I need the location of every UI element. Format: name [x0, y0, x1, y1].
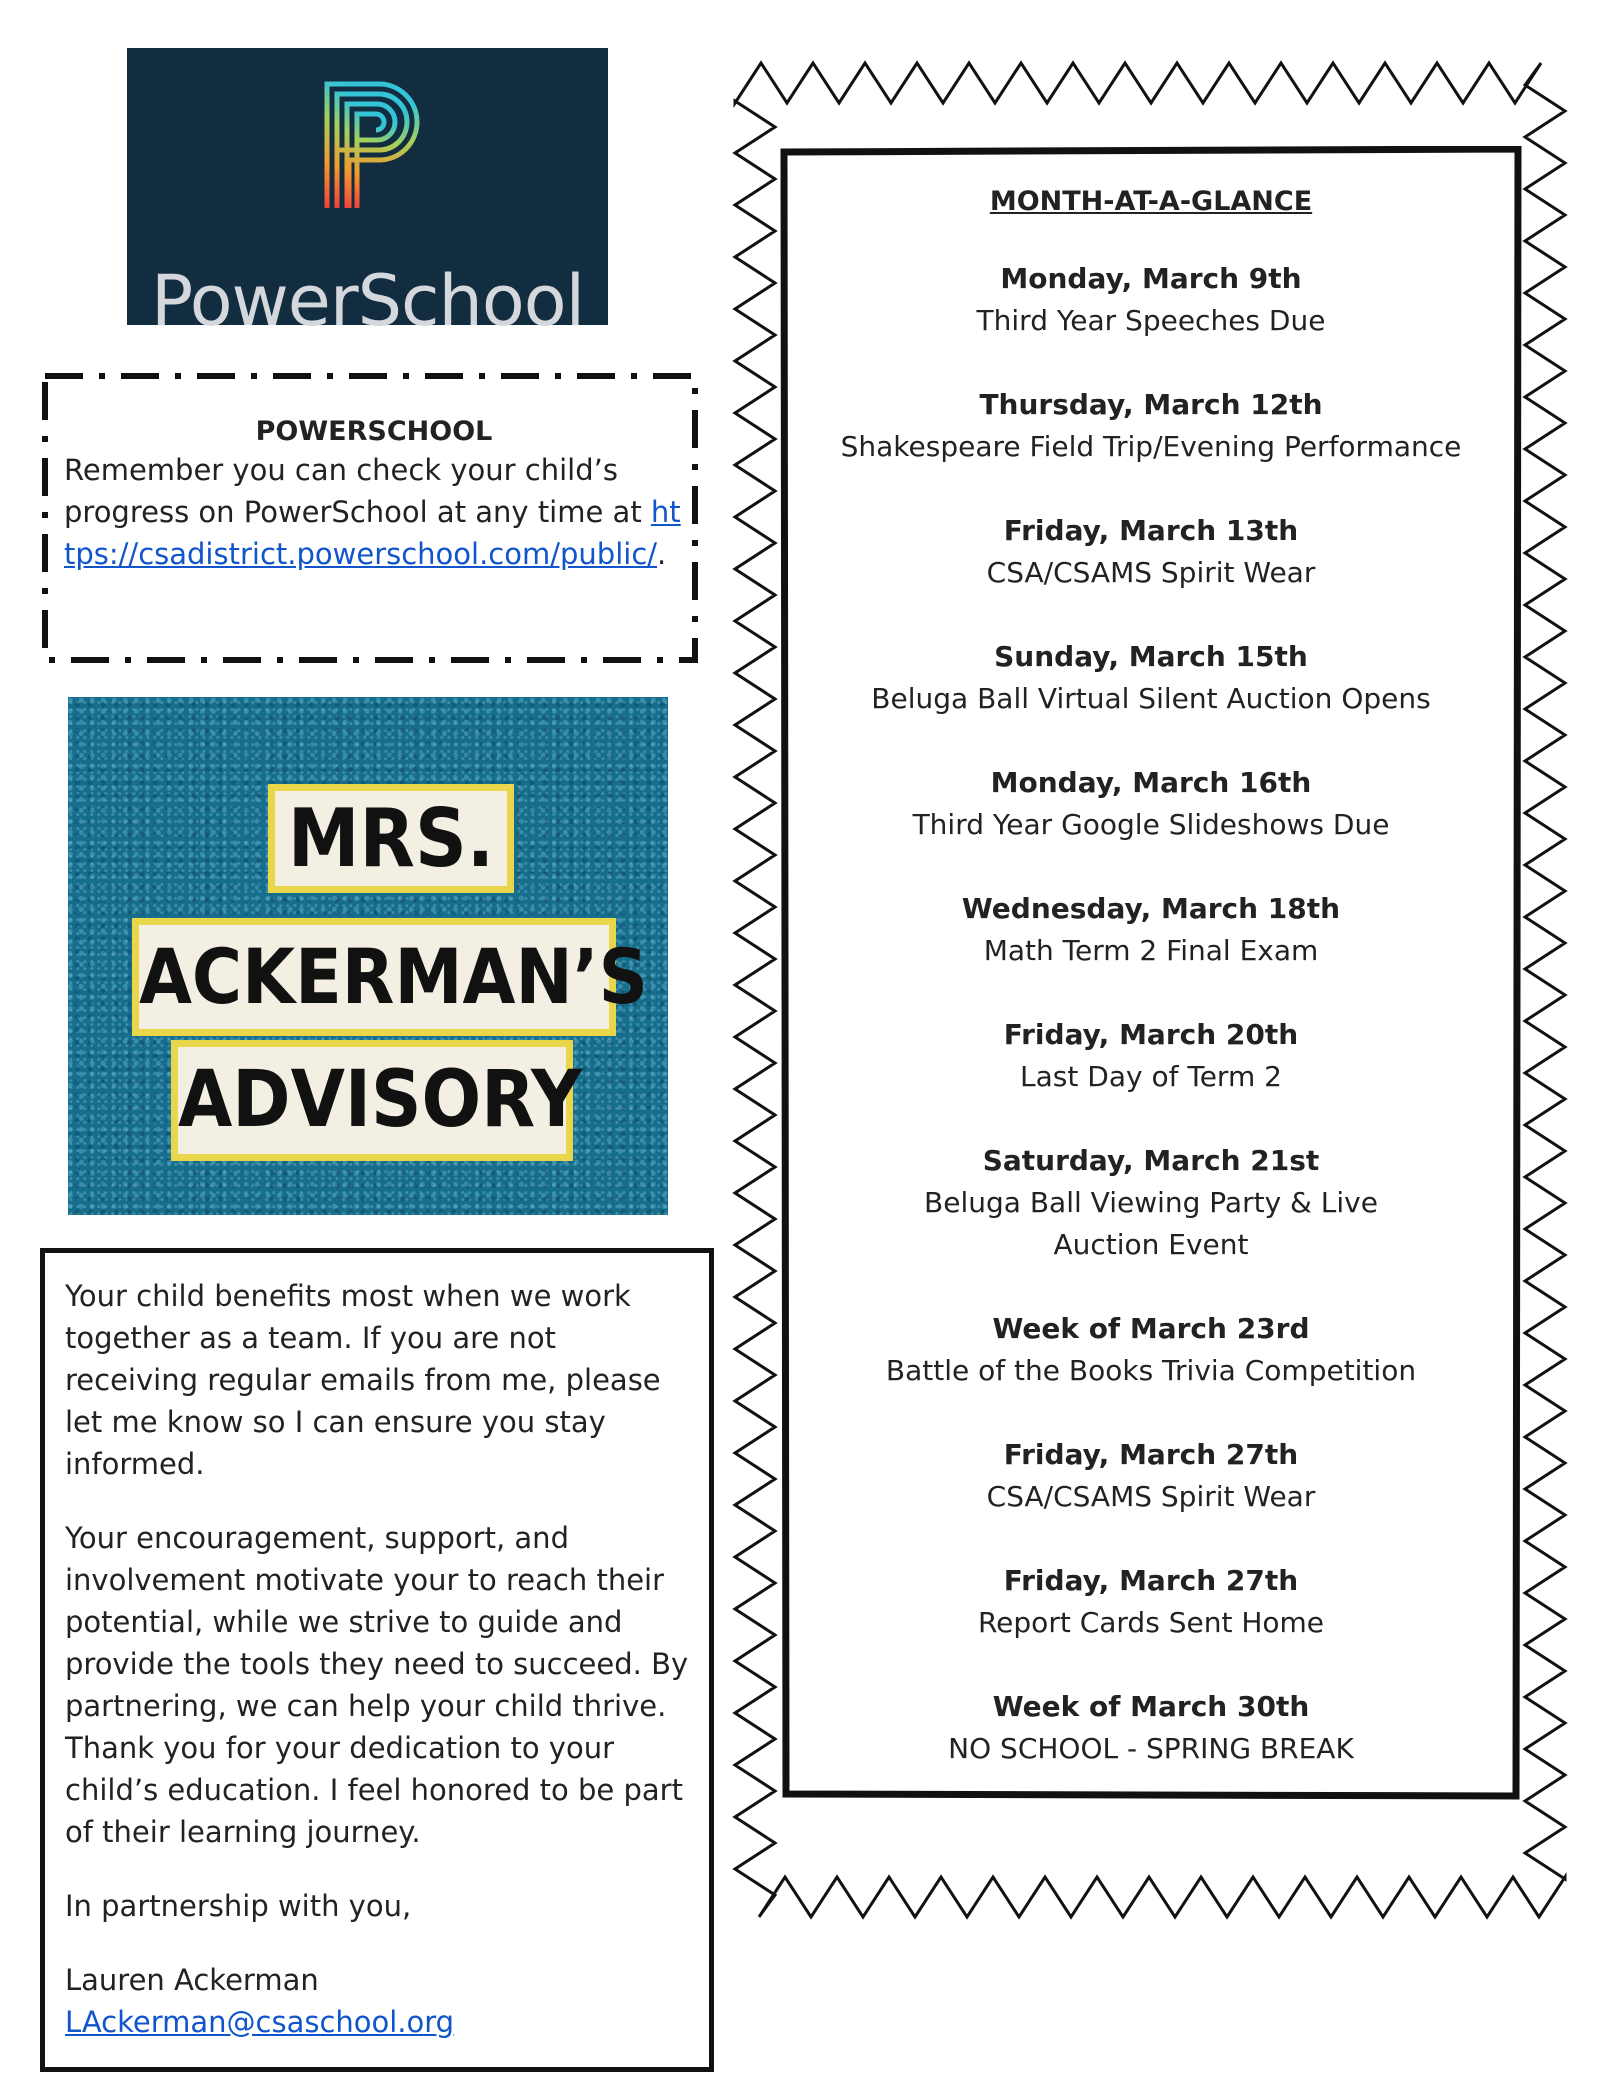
powerschool-link[interactable]: https://csadistrict.powerschool.com/public/ — [64, 495, 681, 571]
event-description: Beluga Ball Viewing Party & Live Auction Event — [924, 1186, 1378, 1261]
letter-closing: In partnership with you, — [65, 1889, 412, 1923]
event-date: Wednesday, March 18th — [961, 892, 1341, 925]
sign-line-1: MRS. — [268, 784, 514, 893]
letter-paragraph-2: Your encouragement, support, and involvement motivate your to reach their potential, while we strive to guide and provide the tools they need to succeed. By partnering, we can help your child thrive. Thank you for your dedication to your child’s education. I feel honored to be part of their learning journey. — [65, 1521, 689, 1849]
calendar-event — [780, 1140, 1522, 1266]
powerschool-period: . — [657, 537, 667, 571]
calendar-event — [780, 1686, 1522, 1770]
calendar-event — [780, 258, 1522, 342]
advisory-sign-photo — [68, 697, 668, 1215]
event-date: Friday, March 27th — [1003, 1564, 1299, 1597]
letter-paragraph-1: Your child benefits most when we work together as a team. If you are not receiving regular emails from me, please let me know so I can ensure you stay informed. — [65, 1279, 661, 1481]
event-description: Battle of the Books Trivia Competition — [885, 1354, 1417, 1387]
event-date: Friday, March 13th — [1003, 514, 1299, 547]
event-description: CSA/CSAMS Spirit Wear — [986, 1480, 1316, 1513]
powerschool-logo — [127, 48, 608, 342]
calendar-title: MONTH-AT-A-GLANCE — [989, 186, 1313, 217]
calendar-event — [780, 888, 1522, 972]
event-description: NO SCHOOL - SPRING BREAK — [948, 1732, 1354, 1765]
powerschool-note-box — [42, 373, 698, 663]
event-date: Monday, March 9th — [1000, 262, 1302, 295]
event-date: Friday, March 20th — [1003, 1018, 1299, 1051]
event-description: Math Term 2 Final Exam — [983, 934, 1319, 967]
month-at-a-glance-box — [780, 146, 1522, 1800]
powerschool-message — [64, 449, 684, 575]
calendar-event — [780, 636, 1522, 720]
sign-line-3: ADVISORY — [171, 1040, 573, 1161]
calendar-event — [780, 1014, 1522, 1098]
event-date: Monday, March 16th — [990, 766, 1312, 799]
calendar-event — [780, 1560, 1522, 1644]
calendar-event-list — [780, 258, 1522, 1812]
event-description: Shakespeare Field Trip/Evening Performance — [840, 430, 1462, 463]
event-description: Report Cards Sent Home — [977, 1606, 1325, 1639]
event-description: Beluga Ball Virtual Silent Auction Opens — [871, 682, 1431, 715]
event-date: Week of March 23rd — [992, 1312, 1310, 1345]
calendar-event — [780, 762, 1522, 846]
event-date: Week of March 30th — [992, 1690, 1310, 1723]
event-date: Thursday, March 12th — [979, 388, 1323, 421]
event-description: Last Day of Term 2 — [1020, 1060, 1282, 1093]
event-date: Saturday, March 21st — [982, 1144, 1320, 1177]
calendar-event — [780, 510, 1522, 594]
powerschool-heading: POWERSCHOOL — [255, 416, 493, 447]
calendar-event — [780, 1308, 1522, 1392]
event-date: Sunday, March 15th — [994, 640, 1308, 673]
logo-wordmark: PowerSchool — [150, 260, 585, 342]
calendar-event — [780, 384, 1522, 468]
sign-line-2: ACKERMAN’S — [132, 918, 616, 1036]
event-description: CSA/CSAMS Spirit Wear — [986, 556, 1316, 589]
event-description: Third Year Speeches Due — [976, 304, 1326, 337]
calendar-event — [780, 1434, 1522, 1518]
powerschool-text: Remember you can check your child’s progress on PowerSchool at any time at — [64, 453, 642, 529]
event-date: Friday, March 27th — [1003, 1438, 1299, 1471]
letter-signature-name: Lauren Ackerman — [65, 1963, 319, 1997]
event-description: Third Year Google Slideshows Due — [912, 808, 1390, 841]
parent-letter-box — [40, 1248, 714, 2072]
email-link[interactable]: LAckerman@csaschool.org — [65, 2005, 455, 2039]
